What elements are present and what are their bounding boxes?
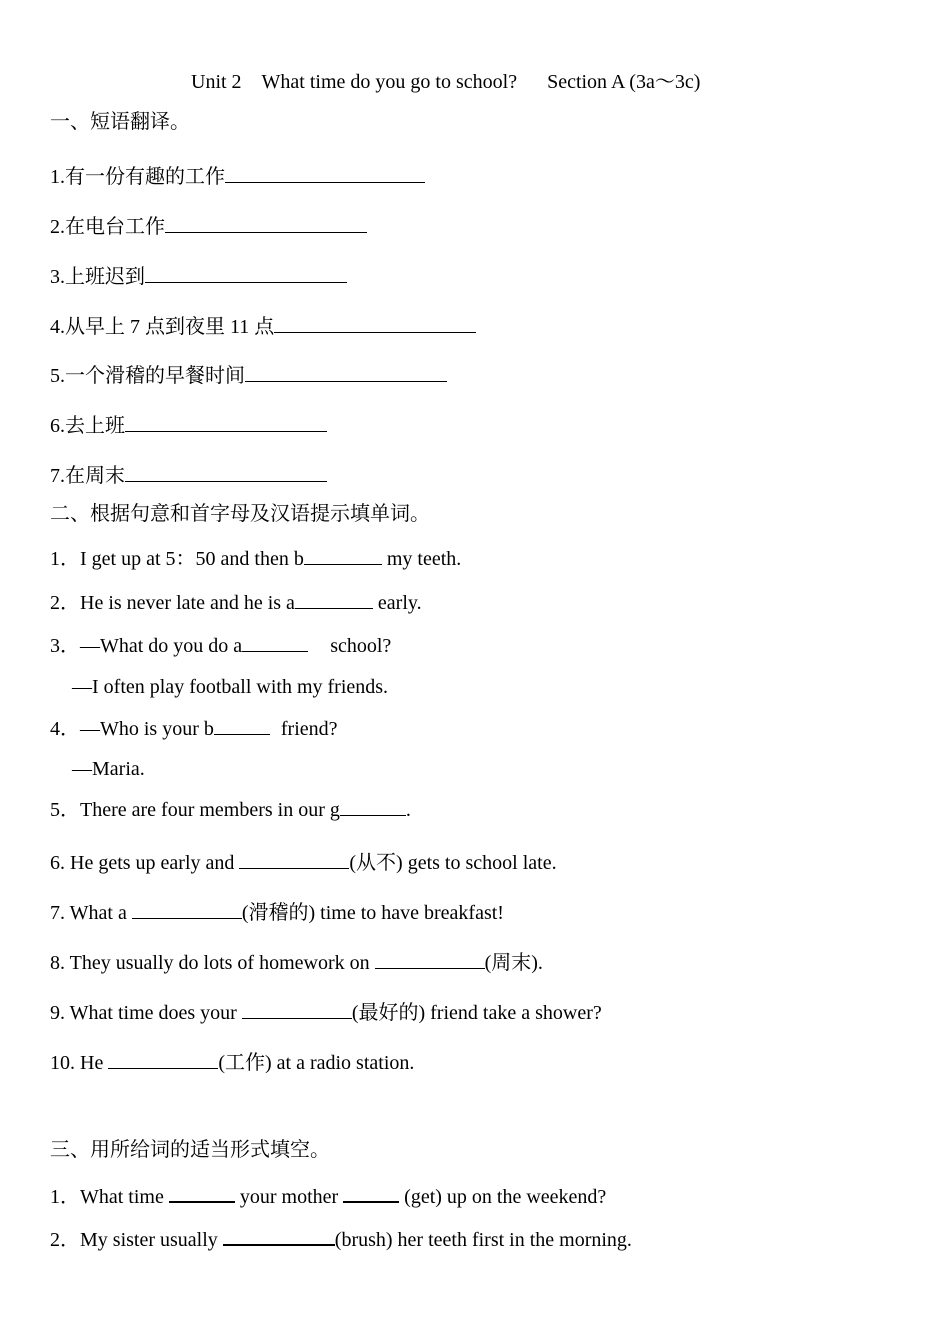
fill-question-1: 1．I get up at 5：50 and then b my teeth.: [50, 548, 462, 570]
phrase-item-6: 6.去上班: [50, 413, 327, 438]
phrase-item-1: 1.有一份有趣的工作: [50, 164, 425, 189]
fill-question-8: 8. They usually do lots of homework on (周末).: [50, 952, 543, 974]
fill-question-4: 4．—Who is your b friend?: [50, 718, 338, 740]
answer-blank[interactable]: [245, 363, 447, 382]
fill-question-9: 9. What time does your (最好的) friend take a shower?: [50, 1002, 602, 1024]
fill-question-5: 5．There are four members in our g .: [50, 799, 411, 821]
answer-blank[interactable]: [304, 546, 382, 565]
fill-question-6: 6. He gets up early and (从不) gets to school late.: [50, 852, 557, 874]
answer-blank[interactable]: [295, 590, 373, 609]
answer-blank[interactable]: [125, 413, 327, 432]
answer-blank[interactable]: [145, 264, 347, 283]
answer-blank[interactable]: [225, 164, 425, 183]
fill-question-7: 7. What a (滑稽的) time to have breakfast!: [50, 902, 504, 924]
answer-blank[interactable]: [274, 314, 476, 333]
fill-question-10: 10. He (工作) at a radio station.: [50, 1052, 415, 1074]
phrase-item-4: 4.从早上 7 点到夜里 11 点: [50, 314, 476, 339]
answer-blank[interactable]: [242, 633, 308, 652]
answer-blank[interactable]: [125, 463, 327, 482]
fill-question-3-answer: —I often play football with my friends.: [72, 676, 389, 698]
section-1-heading: 一、短语翻译。: [50, 111, 190, 133]
phrase-item-7: 7.在周末: [50, 463, 327, 488]
answer-blank[interactable]: [343, 1183, 399, 1203]
section-3-heading: 三、用所给词的适当形式填空。: [50, 1139, 330, 1161]
phrase-item-3: 3.上班迟到: [50, 264, 347, 289]
answer-blank[interactable]: [239, 850, 349, 869]
fill-question-2: 2．He is never late and he is a early.: [50, 592, 422, 614]
answer-blank[interactable]: [375, 950, 485, 969]
page-title: Unit 2 What time do you go to school? Section A (3a～3c): [191, 71, 701, 93]
answer-blank[interactable]: [340, 797, 406, 816]
answer-blank[interactable]: [169, 1183, 235, 1203]
answer-blank[interactable]: [214, 716, 270, 735]
answer-blank[interactable]: [132, 900, 242, 919]
form-question-1: 1．What time your mother (get) up on the weekend?: [50, 1183, 606, 1209]
section-2-heading: 二、根据句意和首字母及汉语提示填单词。: [50, 503, 430, 525]
form-question-2: 2．My sister usually (brush) her teeth first in the morning.: [50, 1226, 632, 1252]
answer-blank[interactable]: [242, 1000, 352, 1019]
answer-blank[interactable]: [165, 214, 367, 233]
answer-blank[interactable]: [108, 1050, 218, 1069]
fill-question-3: 3．—What do you do a school?: [50, 635, 392, 657]
phrase-item-2: 2.在电台工作: [50, 214, 367, 239]
phrase-item-5: 5.一个滑稽的早餐时间: [50, 363, 447, 388]
answer-blank[interactable]: [223, 1226, 335, 1246]
fill-question-4-answer: —Maria.: [72, 758, 145, 780]
